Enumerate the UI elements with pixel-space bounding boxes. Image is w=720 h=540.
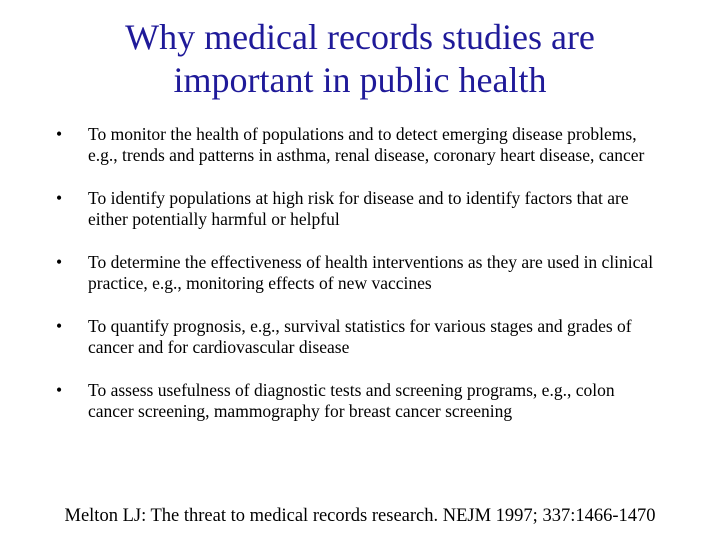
- bullet-item-prognosis: [56, 316, 656, 358]
- citation: Melton LJ: The threat to medical records research. NEJM 1997; 337:1466-1470: [64, 506, 656, 526]
- bullet-icon: •: [56, 316, 63, 336]
- bullet-icon: •: [56, 188, 63, 208]
- bullet-text: To assess usefulness of diagnostic tests and screening programs, e.g., colon cancer screening, mammography for breast cancer screening: [88, 380, 615, 421]
- bullet-list: [56, 124, 656, 444]
- bullet-item-diagnostic: [56, 380, 656, 422]
- bullet-text: To monitor the health of populations and to detect emerging disease problems, e.g., trends and patterns in asthma, renal disease, coronary heart disease, cancer: [88, 124, 645, 165]
- bullet-text: To quantify prognosis, e.g., survival statistics for various stages and grades of cancer and for cardiovascular disease: [88, 316, 632, 357]
- bullet-text: To determine the effectiveness of health interventions as they are used in clinical practice, e.g., monitoring effects of new vaccines: [88, 252, 654, 293]
- bullet-icon: •: [56, 252, 63, 272]
- bullet-icon: •: [56, 124, 63, 144]
- bullet-item-effectiveness: [56, 252, 656, 294]
- bullet-text: To identify populations at high risk for disease and to identify factors that are either potentially harmful or helpful: [88, 188, 629, 229]
- bullet-item-identify: [56, 188, 656, 230]
- bullet-icon: •: [56, 380, 63, 400]
- bullet-item-monitor: [56, 124, 656, 166]
- slide-title: Why medical records studies are important in public health: [125, 17, 595, 100]
